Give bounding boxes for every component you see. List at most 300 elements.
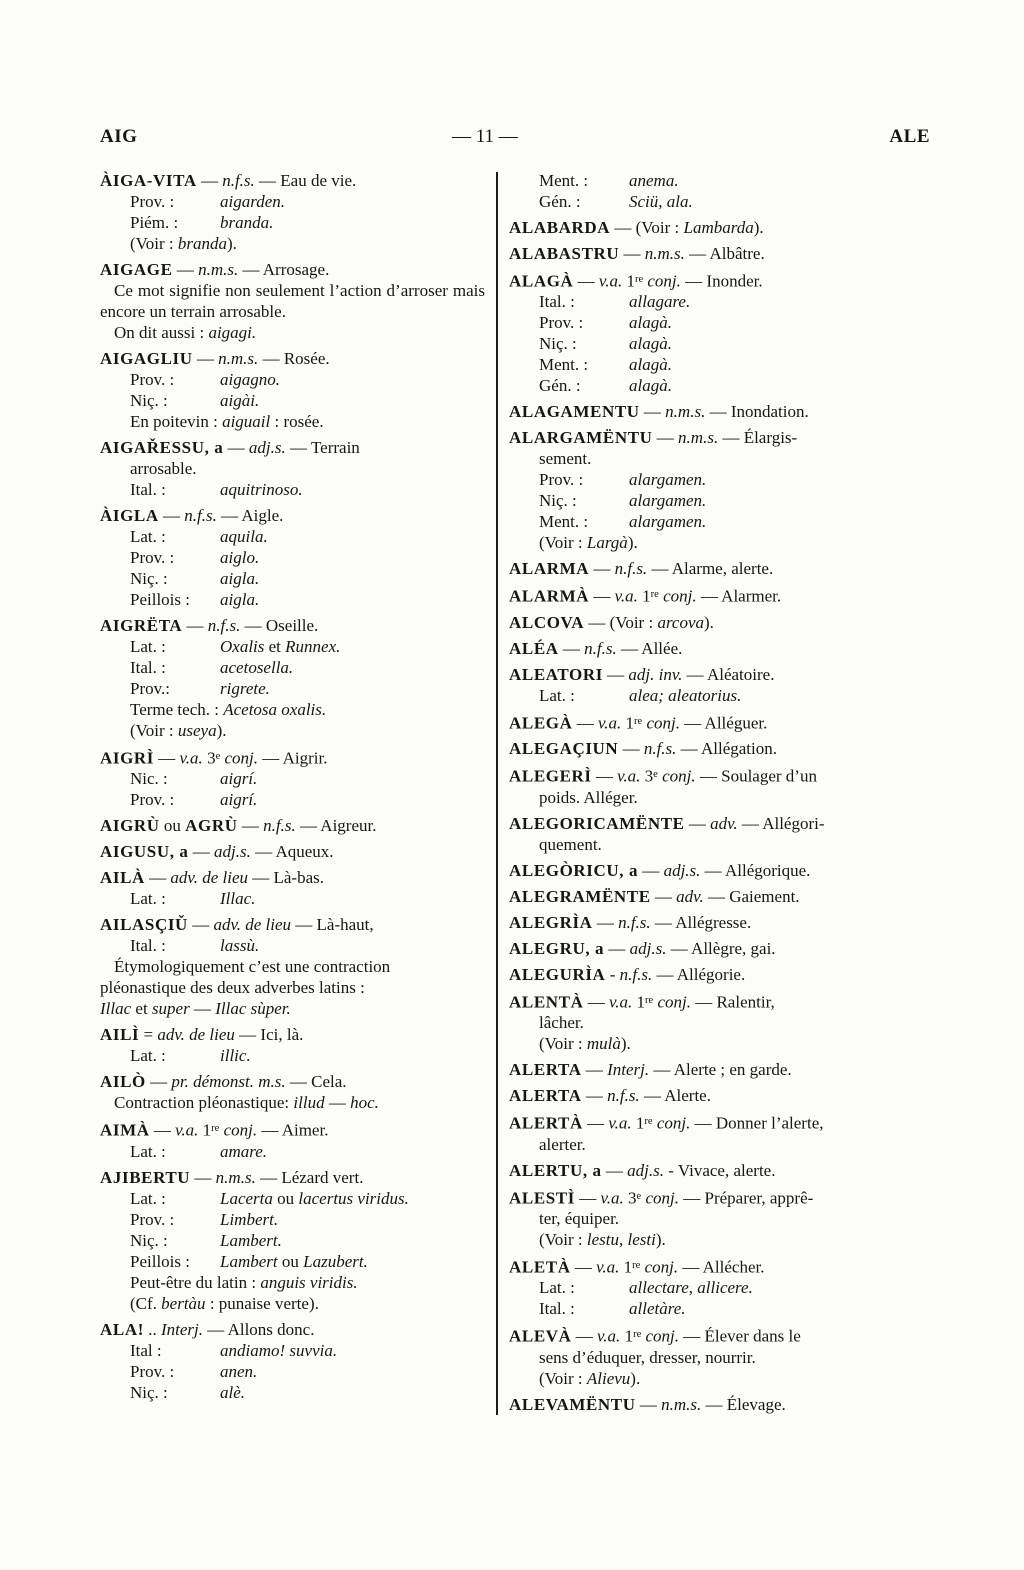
text-run: n.f.s. <box>184 506 217 525</box>
text-run: Allégori- <box>762 813 825 833</box>
text-run: — <box>682 664 707 684</box>
text-run: v.a. <box>597 1326 621 1346</box>
language-label: Lat. : <box>130 527 166 546</box>
text-run: Là-bas. <box>273 868 325 888</box>
text-run: — <box>295 816 321 836</box>
dictionary-entry <box>509 1059 934 1080</box>
dictionary-entry <box>100 505 485 610</box>
text-run: 1 <box>622 271 635 291</box>
headword: ALEGRÌA <box>509 912 593 932</box>
text-run: Ralentir, <box>716 992 775 1012</box>
translation-value <box>220 1252 368 1271</box>
language-label: Ital : <box>130 1340 162 1360</box>
translation-line <box>509 685 934 706</box>
text-run: alagà. <box>629 355 672 375</box>
text-run: Ce mot signifie non seulement l’action d’arroser mais encore un terrain arrosable. <box>100 281 485 321</box>
entry-headline <box>100 746 485 768</box>
text-run: — <box>680 271 707 291</box>
language-label: Ment. : <box>539 355 589 375</box>
text-run: — <box>616 638 642 658</box>
text-run: — <box>237 816 264 836</box>
text-run: lestu, lesti <box>586 1229 656 1249</box>
dictionary-entry <box>509 711 934 733</box>
text-run: Largà <box>586 533 628 553</box>
text-run: conj. <box>647 271 681 291</box>
text-run: v.a. <box>608 1113 632 1133</box>
page-content <box>100 170 934 1415</box>
translation-value <box>220 527 268 546</box>
text-run: aigrí. <box>220 769 258 789</box>
text-run: Allégorie. <box>676 964 746 984</box>
dictionary-entry <box>100 914 485 1019</box>
text-run: aigagno. <box>220 370 280 389</box>
entry-headline <box>509 1085 934 1106</box>
text-run: Alerte ; en garde. <box>673 1060 792 1080</box>
entry-headline <box>509 711 934 733</box>
text-run: Préparer, apprê- <box>704 1187 814 1207</box>
dictionary-entry <box>509 612 934 633</box>
text-run: Alerte. <box>664 1086 711 1106</box>
text-run: 1 <box>620 1326 634 1346</box>
dictionary-entry <box>509 1160 934 1181</box>
text-run: re <box>634 274 644 285</box>
language-label: Piém. : <box>130 213 179 232</box>
translation-value <box>629 1278 753 1297</box>
text-run: ). <box>620 1034 631 1054</box>
text-run: n.f.s. <box>643 739 677 759</box>
text-run: aigrí. <box>220 790 258 810</box>
translation-value <box>220 637 340 656</box>
text-run: n.m.s. <box>661 1394 702 1414</box>
translation-line <box>509 170 934 191</box>
text-run: illic. <box>220 1046 251 1066</box>
text-run: alletàre. <box>629 1299 686 1319</box>
translation-line <box>100 1251 485 1272</box>
text-run: — <box>690 1113 716 1133</box>
text-run: hoc. <box>350 1093 379 1113</box>
dictionary-entry <box>509 401 934 422</box>
text-run: Aléatoire. <box>706 664 775 684</box>
headword: AIMÀ <box>100 1120 150 1140</box>
translation-line <box>509 469 934 490</box>
text-run: — <box>570 1257 597 1277</box>
text-run: v.a. <box>617 766 641 786</box>
text-run: — <box>324 1093 351 1113</box>
entry-note <box>100 1092 485 1113</box>
text-run: Contraction pléonastique: <box>114 1093 294 1113</box>
language-label: Niç. : <box>130 391 168 410</box>
header-section-left: AIG <box>100 126 138 147</box>
translation-line <box>100 1230 485 1251</box>
dictionary-entry <box>509 1111 934 1154</box>
entry-reference <box>100 699 485 720</box>
translation-value <box>220 1383 245 1402</box>
text-run: — <box>149 1120 176 1140</box>
entry-headline <box>100 170 485 191</box>
text-run: — <box>666 938 692 958</box>
text-run: — <box>619 244 645 263</box>
translation-line <box>100 1340 485 1361</box>
dictionary-entry <box>100 259 485 343</box>
translation-value <box>220 889 255 908</box>
text-run: — <box>679 713 705 733</box>
text-run: — <box>684 244 710 263</box>
language-label: Prov. : <box>130 192 175 211</box>
dictionary-entry <box>100 746 485 810</box>
language-label: Ment. : <box>539 171 589 190</box>
translation-line <box>100 888 485 909</box>
dictionary-entry <box>509 738 934 759</box>
text-run: — <box>700 860 725 880</box>
translation-line <box>100 589 485 610</box>
text-run: Aimer. <box>281 1120 329 1140</box>
text-run: — <box>581 1086 608 1106</box>
translation-value <box>220 1189 409 1208</box>
entry-headline <box>100 815 485 836</box>
text-run: lacertus viridus. <box>298 1188 409 1208</box>
text-run: — <box>678 1257 703 1277</box>
translation-line <box>509 333 934 354</box>
text-run: branda. <box>220 213 274 232</box>
entry-note <box>100 280 485 322</box>
right-column <box>509 170 934 1415</box>
text-run: Vivace, alerte. <box>677 1160 776 1180</box>
dictionary-entry <box>509 860 934 881</box>
entry-note <box>100 956 485 1019</box>
headword: ALEGRU, a <box>509 938 605 958</box>
text-run: quement. <box>539 834 602 854</box>
language-label: Nic. : <box>130 769 168 789</box>
text-run: — <box>650 912 676 932</box>
text-run: — <box>703 886 730 906</box>
text-run: alagà. <box>629 376 672 396</box>
text-run: — <box>589 586 615 606</box>
text-run: Lambert. <box>220 1230 282 1250</box>
text-run: Peut-être du latin : <box>130 1272 261 1292</box>
text-run: arrosable. <box>130 459 197 478</box>
text-run: v.a. <box>600 1187 624 1207</box>
language-label: Lat. : <box>130 1141 166 1161</box>
text-run: n.m.s. <box>678 428 719 448</box>
dictionary-entry <box>509 912 934 933</box>
text-run: — <box>701 1394 727 1414</box>
dictionary-entry <box>509 584 934 606</box>
text-run: allagare. <box>629 292 691 312</box>
entry-headline <box>100 841 485 862</box>
text-run: re <box>645 994 654 1006</box>
headword: ALARMA <box>509 559 590 579</box>
headword: ÀIGA-VITA <box>100 171 197 190</box>
headword: AILÌ <box>100 1025 140 1045</box>
text-run: ou <box>159 816 186 836</box>
text-run: adj.s. <box>663 860 701 880</box>
entry-headline <box>100 1319 485 1340</box>
entry-headline <box>100 348 485 369</box>
language-label: Prov. : <box>130 548 175 567</box>
headword: AIGAŘESSU, a <box>100 438 224 457</box>
dictionary-entry <box>509 764 934 807</box>
text-run: 3 <box>640 766 654 786</box>
language-label: Lat. : <box>130 1188 166 1208</box>
text-run: — <box>154 748 180 768</box>
text-run: 3 <box>202 748 216 768</box>
entry-headline <box>509 584 934 606</box>
text-run: Étymologiquement c’est une contraction <box>114 957 391 977</box>
text-run: 1 <box>631 1113 645 1133</box>
dictionary-entry <box>100 1024 485 1066</box>
entry-reference <box>100 1272 485 1293</box>
dictionary-entry <box>509 813 934 855</box>
text-run: alargamen. <box>629 491 707 511</box>
text-run: — <box>285 1072 312 1092</box>
text-run: adj.s. <box>214 842 251 862</box>
headword: ALCOVA <box>509 612 585 632</box>
header-section-right: ALE <box>889 126 930 147</box>
text-run: - <box>664 1160 678 1180</box>
dictionary-entry <box>509 1186 934 1250</box>
text-run: n.m.s. <box>665 402 706 422</box>
headword: AIGRÙ <box>100 816 160 836</box>
text-run: alagà. <box>629 313 672 333</box>
headword: ALERTU, a <box>509 1160 602 1180</box>
text-run: adv. <box>710 813 738 833</box>
language-label: Niç. : <box>539 334 577 354</box>
headword: ALARMÀ <box>509 586 590 606</box>
entry-headline <box>509 243 934 264</box>
translation-value <box>629 686 741 705</box>
headword: AILÀ <box>100 868 145 888</box>
translation-line <box>100 678 485 699</box>
translation-value <box>629 376 672 395</box>
dictionary-entry <box>100 1118 485 1161</box>
dictionary-entry <box>509 269 934 396</box>
text-run: : rosée. <box>270 412 324 431</box>
text-run: En poitevin : <box>130 412 223 431</box>
text-run: Aigrir. <box>282 748 328 768</box>
text-run: conj. <box>663 586 697 606</box>
text-run: conj. <box>662 766 696 786</box>
text-run: — <box>676 739 701 759</box>
text-run: — <box>582 1113 609 1133</box>
translation-line <box>509 191 934 212</box>
text-run: Élargis- <box>743 428 798 448</box>
entry-headline <box>509 1394 934 1415</box>
entry-headline <box>509 738 934 759</box>
text-run: Cela. <box>311 1072 347 1092</box>
text-run: conj. <box>656 1113 691 1133</box>
text-run: Albâtre. <box>709 244 765 263</box>
translation-line <box>509 375 934 396</box>
entry-headline <box>509 938 934 959</box>
language-label: Ital. : <box>130 936 166 956</box>
text-run: v.a. <box>175 1120 199 1140</box>
entry-headline <box>509 964 934 985</box>
dictionary-entry <box>509 1255 934 1319</box>
translation-value <box>220 1362 257 1381</box>
text-run: — <box>639 402 666 422</box>
translation-value <box>629 313 672 332</box>
language-label: Lat. : <box>539 1278 575 1298</box>
text-run: aiguail <box>222 412 271 431</box>
text-run: ). <box>216 721 227 740</box>
text-run: 1 <box>619 1257 633 1277</box>
entry-headline <box>100 1071 485 1092</box>
text-run: conj. <box>646 713 680 733</box>
text-run: n.f.s. <box>207 616 241 635</box>
translation-value <box>220 480 303 499</box>
dictionary-entry <box>100 170 485 254</box>
text-run: alea; aleatorius. <box>629 685 742 705</box>
text-run: acetosella. <box>220 658 294 677</box>
entry-headline <box>100 505 485 526</box>
text-run: (Voir : <box>130 721 178 740</box>
text-run: andiamo! suvvia. <box>220 1340 338 1360</box>
text-run: ). <box>655 1229 666 1249</box>
text-run: ou <box>277 1251 304 1271</box>
language-label: Ment. : <box>539 512 589 532</box>
text-run: — (Voir : <box>610 218 684 237</box>
headword: AJIBERTU <box>100 1167 191 1187</box>
translation-line <box>100 1209 485 1230</box>
text-run: et <box>264 637 286 656</box>
dictionary-entry <box>100 1319 485 1403</box>
text-run: Inonder. <box>706 271 763 291</box>
text-run: — <box>172 260 199 279</box>
headword: ALABASTRU <box>509 244 620 263</box>
text-run: ). <box>753 218 764 237</box>
entry-headline <box>509 401 934 422</box>
headword: ALEVÀ <box>509 1326 572 1346</box>
language-label: Prov. : <box>130 370 175 389</box>
text-run: — <box>216 506 242 525</box>
dictionary-entry <box>509 1324 934 1388</box>
dictionary-entry <box>509 638 934 659</box>
text-run: 1 <box>621 713 635 733</box>
text-run: (Cf. <box>130 1293 162 1313</box>
dictionary-entry <box>509 964 934 985</box>
headword: AGRÙ <box>185 816 238 836</box>
headword: ALESTÌ <box>509 1187 575 1207</box>
entry-headline <box>509 269 934 291</box>
dictionary-entry <box>509 664 934 706</box>
translation-value <box>629 1299 686 1318</box>
text-run: — <box>592 912 619 932</box>
headword: AIGRËTA <box>100 616 183 635</box>
text-run: Alarme, alerte. <box>671 559 774 579</box>
text-run: — <box>285 438 311 457</box>
text-run: anen. <box>220 1361 258 1381</box>
translation-value <box>220 1231 282 1250</box>
headword: ALEGÒRICU, a <box>509 860 639 880</box>
entry-headline <box>100 615 485 636</box>
text-run: Élevage. <box>726 1394 786 1414</box>
text-run: alagà. <box>629 334 672 354</box>
headword: ALEGÀ <box>509 713 573 733</box>
text-run: — <box>618 739 644 759</box>
translation-line <box>100 1361 485 1382</box>
translation-line <box>100 1141 485 1162</box>
translation-value <box>629 171 679 190</box>
dictionary-entry <box>100 1167 485 1314</box>
translation-value <box>629 470 706 489</box>
dictionary-entry <box>509 243 934 264</box>
text-run: n.m.s. <box>218 349 259 368</box>
text-run: — <box>223 438 249 457</box>
dictionary-entry <box>509 886 934 907</box>
translation-line <box>100 568 485 589</box>
entry-headline <box>509 1059 934 1080</box>
language-label: Gén. : <box>539 376 581 396</box>
text-run: pr. démonst. m.s. <box>171 1072 286 1092</box>
text-run: — <box>234 1025 261 1045</box>
entry-reference <box>100 411 485 432</box>
text-run: re <box>211 1123 220 1135</box>
text-run: Soulager d’un <box>721 766 817 786</box>
translation-value <box>220 548 259 567</box>
text-run: ). <box>704 612 714 632</box>
translation-line <box>100 789 485 810</box>
headword: ALERTÀ <box>509 1113 583 1133</box>
translation-line <box>509 511 934 532</box>
entry-headline <box>509 1186 934 1229</box>
text-run: : punaise verte). <box>205 1293 319 1313</box>
dictionary-entry <box>509 217 934 238</box>
text-run: — <box>573 271 599 291</box>
text-run: — <box>203 1319 228 1339</box>
text-run: e <box>653 769 658 781</box>
translation-value <box>220 1142 267 1161</box>
text-run: — <box>192 349 219 368</box>
text-run: — <box>572 713 598 733</box>
entry-headline <box>100 1118 485 1140</box>
text-run: — <box>604 938 630 958</box>
dictionary-entry <box>509 1394 934 1415</box>
translation-line <box>100 935 485 956</box>
text-run: Ici, là. <box>260 1025 304 1045</box>
text-run: anguis viridis. <box>260 1272 358 1292</box>
translation-line <box>100 1045 485 1066</box>
text-run: Arrosage. <box>262 260 330 279</box>
text-run: — <box>639 1086 665 1106</box>
text-run: — <box>652 964 677 984</box>
translation-value <box>629 334 672 353</box>
dictionary-entry <box>100 841 485 862</box>
text-run: — <box>190 1167 216 1187</box>
translation-value <box>629 355 672 374</box>
translation-line <box>100 1188 485 1209</box>
text-run: adj.s. <box>248 438 286 457</box>
text-run: v.a. <box>608 992 633 1012</box>
text-run: Eau de vie. <box>280 171 357 190</box>
text-run: v.a. <box>179 748 203 768</box>
text-run: Lazubert. <box>303 1251 368 1271</box>
translation-value <box>220 769 257 788</box>
language-label: Peillois : <box>130 1251 190 1271</box>
translation-line <box>100 657 485 678</box>
entry-headline <box>100 914 485 935</box>
text-run: conj. <box>223 1120 258 1140</box>
headword: ALEGERÌ <box>509 766 592 786</box>
entry-headline <box>509 612 934 633</box>
dictionary-entry <box>100 437 485 500</box>
text-run: Donner l’alerte, <box>715 1113 824 1133</box>
text-run: bertàu <box>161 1293 206 1313</box>
headword: ALERTA <box>509 1060 582 1080</box>
translation-line <box>100 369 485 390</box>
headword: ALEGURÌA <box>509 964 606 984</box>
text-run: aiglo. <box>220 548 260 567</box>
entry-headline <box>100 437 485 479</box>
